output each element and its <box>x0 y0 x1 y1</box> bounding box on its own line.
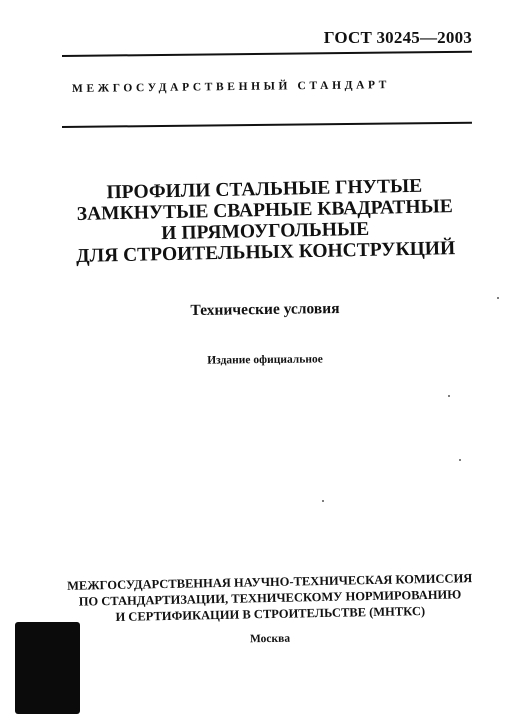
scan-speck <box>322 500 324 502</box>
title-line: ЗАМКНУТЫЕ СВАРНЫЕ КВАДРАТНЫЕ <box>76 196 453 225</box>
redaction-block <box>15 622 80 714</box>
publication-city: Москва <box>249 632 291 646</box>
standard-type-label: МЕЖГОСУДАРСТВЕННЫЙ СТАНДАРТ <box>71 79 391 95</box>
scan-speck <box>497 297 499 299</box>
title-line: И ПРЯМОУГОЛЬНЫЕ <box>161 218 370 245</box>
publisher-block <box>50 570 491 626</box>
header-divider <box>62 122 472 128</box>
document-title <box>39 174 491 267</box>
top-divider <box>62 51 472 57</box>
title-line: ПРОФИЛИ СТАЛЬНЫЕ ГНУТЫЕ <box>106 175 423 204</box>
publisher-line: ПО СТАНДАРТИЗАЦИИ, ТЕХНИЧЕСКОМУ НОРМИРОВАНИЮ <box>78 587 462 609</box>
document-subtitle: Технические условия <box>190 299 340 320</box>
edition-label: Издание официальное <box>207 353 323 367</box>
scan-speck <box>448 395 450 397</box>
title-line: ДЛЯ СТРОИТЕЛЬНЫХ КОНСТРУКЦИЙ <box>75 238 456 267</box>
standard-number: ГОСТ 30245—2003 <box>323 28 472 47</box>
publisher-line: МЕЖГОСУДАРСТВЕННАЯ НАУЧНО-ТЕХНИЧЕСКАЯ КОМИССИЯ <box>66 571 473 593</box>
publisher-line: И СЕРТИФИКАЦИИ В СТРОИТЕЛЬСТВЕ (МНТКС) <box>115 604 426 624</box>
scan-speck <box>459 459 461 461</box>
